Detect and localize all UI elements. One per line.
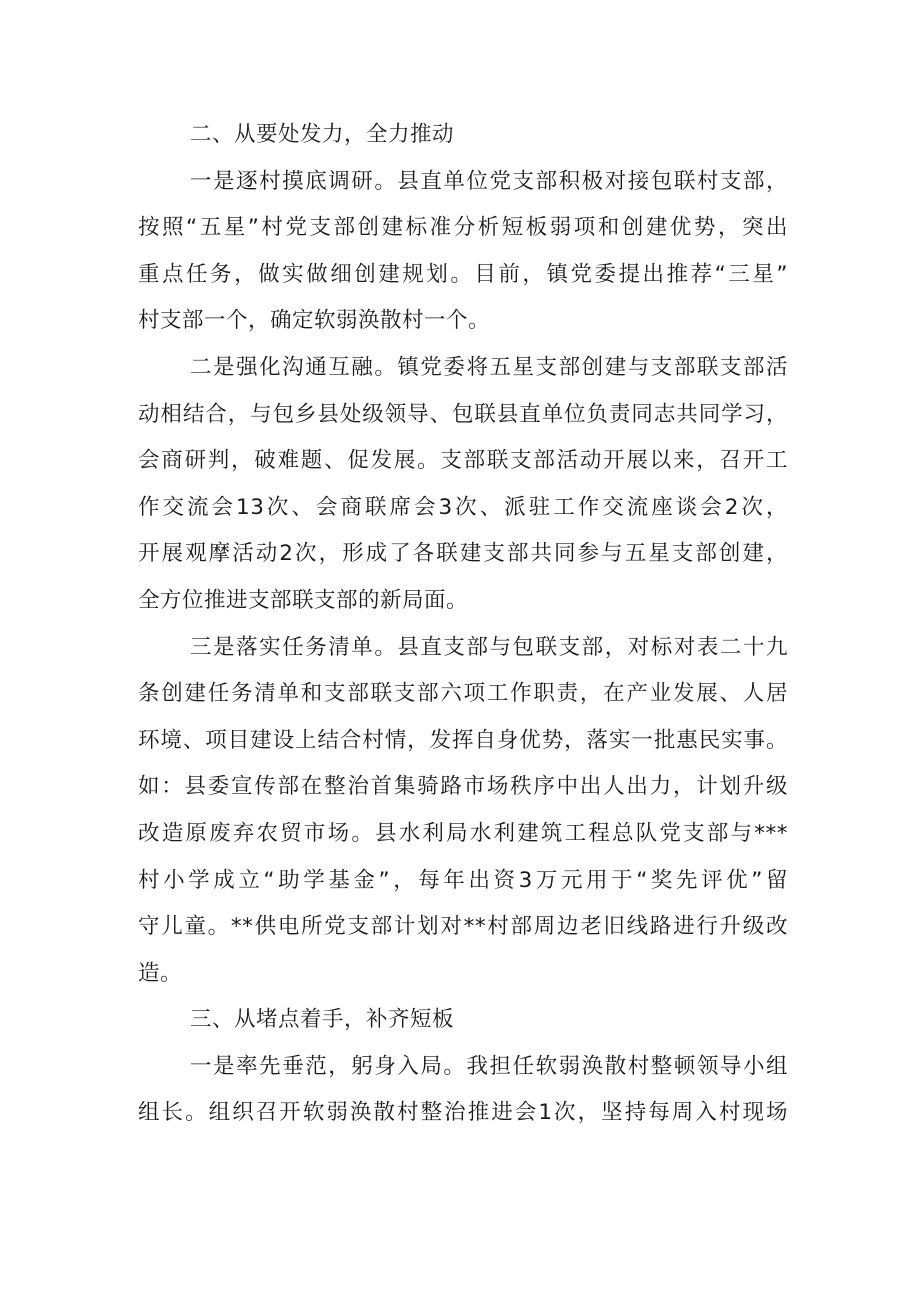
paragraph-line: 村支部一个，确定软弱涣散村一个。	[138, 308, 491, 334]
section-heading-2: 二、从要处发力，全力推动	[190, 122, 455, 147]
paragraph-line: 一是逐村摸底调研。县直单位党支部积极对接包联村支部，	[190, 168, 788, 194]
paragraph-line: 按照“五星”村党支部创建标准分析短板弱项和创建优势，突出	[138, 215, 788, 241]
paragraph-line: 重点任务，做实做细创建规划。目前，镇党委提出推荐“三星”	[138, 261, 788, 287]
paragraph-line: 守儿童。**供电所党支部计划对**村部周边老旧线路进行升级改	[138, 914, 788, 940]
section-heading-3: 三、从堵点着手，补齐短板	[190, 1007, 455, 1033]
paragraph-line: 环境、项目建设上结合村情，发挥自身优势，落实一批惠民实事。	[138, 727, 788, 753]
paragraph-line: 改造原废弃农贸市场。县水利局水利建筑工程总队党支部与***	[138, 820, 788, 846]
paragraph-line: 如：县委宣传部在整治首集骑路市场秩序中出人出力，计划升级	[138, 774, 788, 800]
paragraph-line: 组长。组织召开软弱涣散村整治推进会1次，坚持每周入村现场	[138, 1100, 788, 1126]
paragraph-line: 作交流会13次、会商联席会3次、派驻工作交流座谈会2次，	[138, 494, 788, 520]
paragraph-line: 开展观摩活动2次，形成了各联建支部共同参与五星支部创建，	[138, 541, 788, 567]
paragraph-line: 三是落实任务清单。县直支部与包联支部，对标对表二十九	[190, 634, 788, 660]
paragraph-line: 条创建任务清单和支部联支部六项工作职责，在产业发展、人居	[138, 681, 788, 707]
paragraph-line: 一是率先垂范，躬身入局。我担任软弱涣散村整顿领导小组	[190, 1053, 788, 1079]
paragraph-line: 会商研判，破难题、促发展。支部联支部活动开展以来，召开工	[138, 448, 788, 474]
paragraph-line: 动相结合，与包乡县处级领导、包联县直单位负责同志共同学习，	[138, 401, 788, 427]
paragraph-line: 造。	[138, 960, 183, 986]
paragraph-line: 村小学成立“助学基金”，每年出资3万元用于“奖先评优”留	[138, 867, 788, 893]
paragraph-line: 二是强化沟通互融。镇党委将五星支部创建与支部联支部活	[190, 354, 788, 380]
paragraph-line: 全方位推进支部联支部的新局面。	[138, 587, 469, 613]
document-body	[138, 112, 788, 1137]
